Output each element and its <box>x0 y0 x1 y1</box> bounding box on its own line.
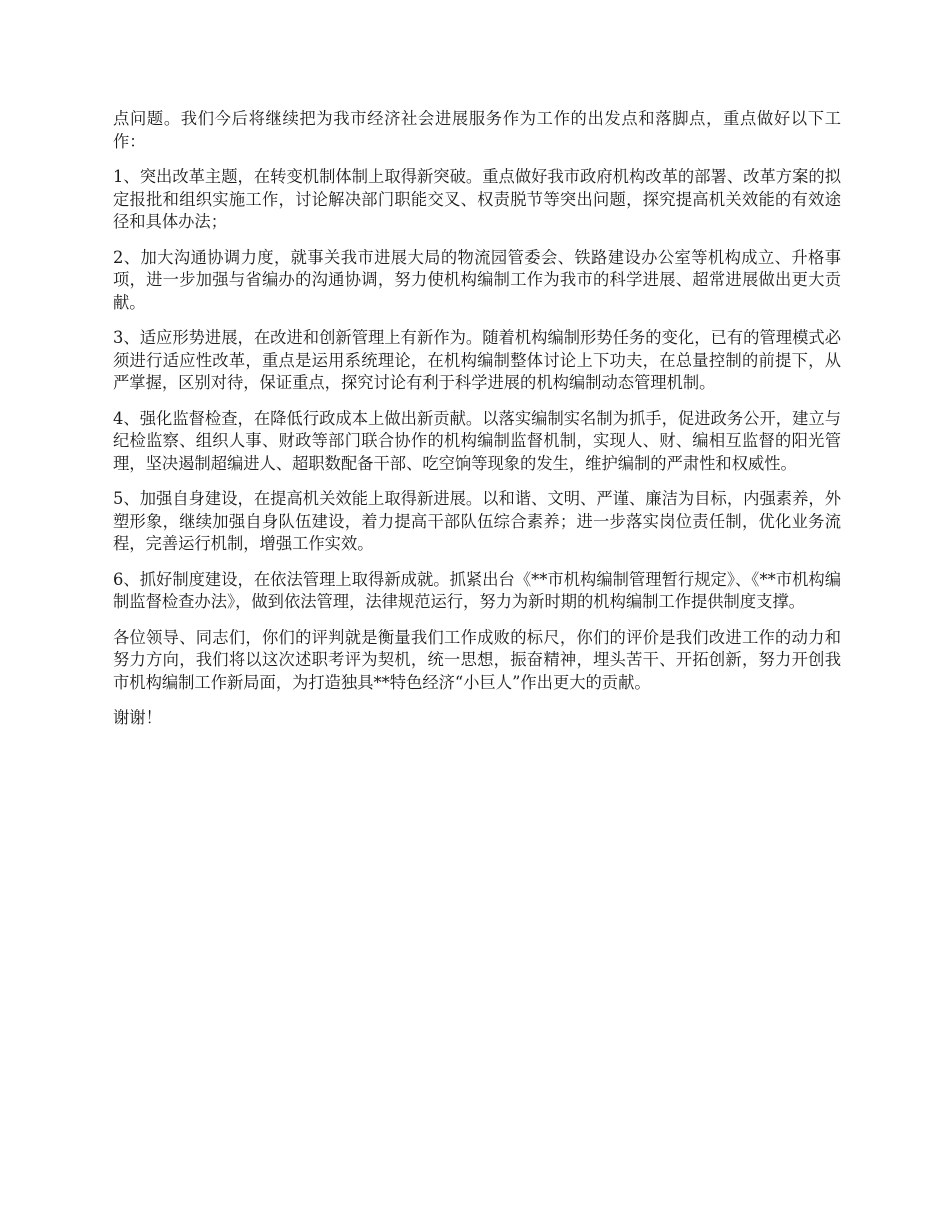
paragraph-intro-continuation: 点问题。我们今后将继续把为我市经济社会进展服务作为工作的出发点和落脚点，重点做好以下工作： <box>113 109 841 151</box>
paragraph-item-6: 6、抓好制度建设，在依法管理上取得新成就。抓紧出台《**市机构编制管理暂行规定》、《**市机构编制监督检查办法》，做到依法管理，法律规范运行，努力为新时期的机构编制工作提供制度支撑。 <box>113 569 841 611</box>
paragraph-item-3: 3、适应形势进展，在改进和创新管理上有新作为。随着机构编制形势任务的变化，已有的管理模式必须进行适应性改革，重点是运用系统理论，在机构编制整体讨论上下功夫，在总量控制的前提下，从严掌握，区别对待，保证重点，探究讨论有利于科学进展的机构编制动态管理机制。 <box>113 328 841 392</box>
paragraph-item-4: 4、强化监督检查，在降低行政成本上做出新贡献。以落实编制实名制为抓手，促进政务公开，建立与纪检监察、组织人事、财政等部门联合协作的机构编制监督机制，实现人、财、编相互监督的阳光管理，坚决遏制超编进人、超职数配备干部、吃空饷等现象的发生，维护编制的严肃性和权威性。 <box>113 408 841 473</box>
paragraph-item-1: 1、突出改革主题，在转变机制体制上取得新突破。重点做好我市政府机构改革的部署、改革方案的拟定报批和组织实施工作，讨论解决部门职能交叉、权责脱节等突出问题，探究提高机关效能的有效途径和具体办法； <box>113 167 841 231</box>
paragraph-item-2: 2、加大沟通协调力度，就事关我市进展大局的物流园管委会、铁路建设办公室等机构成立、升格事项，进一步加强与省编办的沟通协调，努力使机构编制工作为我市的科学进展、超常进展做出更大贡献。 <box>113 247 841 312</box>
paragraph-item-5: 5、加强自身建设，在提高机关效能上取得新进展。以和谐、文明、严谨、廉洁为目标，内强素养，外塑形象，继续加强自身队伍建设，着力提高干部队伍综合素养；进一步落实岗位责任制，优化业务流程，完善运行机制，增强工作实效。 <box>113 489 841 553</box>
paragraph-thanks: 谢谢！ <box>113 708 162 727</box>
document-page <box>113 108 841 743</box>
paragraph-closing: 各位领导、同志们，你们的评判就是衡量我们工作成败的标尺，你们的评价是我们改进工作的动力和努力方向，我们将以这次述职考评为契机，统一思想，振奋精神，埋头苦干、开拓创新，努力开创我市机构编制工作新局面，为打造独具**特色经济“小巨人”作出更大的贡献。 <box>113 627 841 692</box>
